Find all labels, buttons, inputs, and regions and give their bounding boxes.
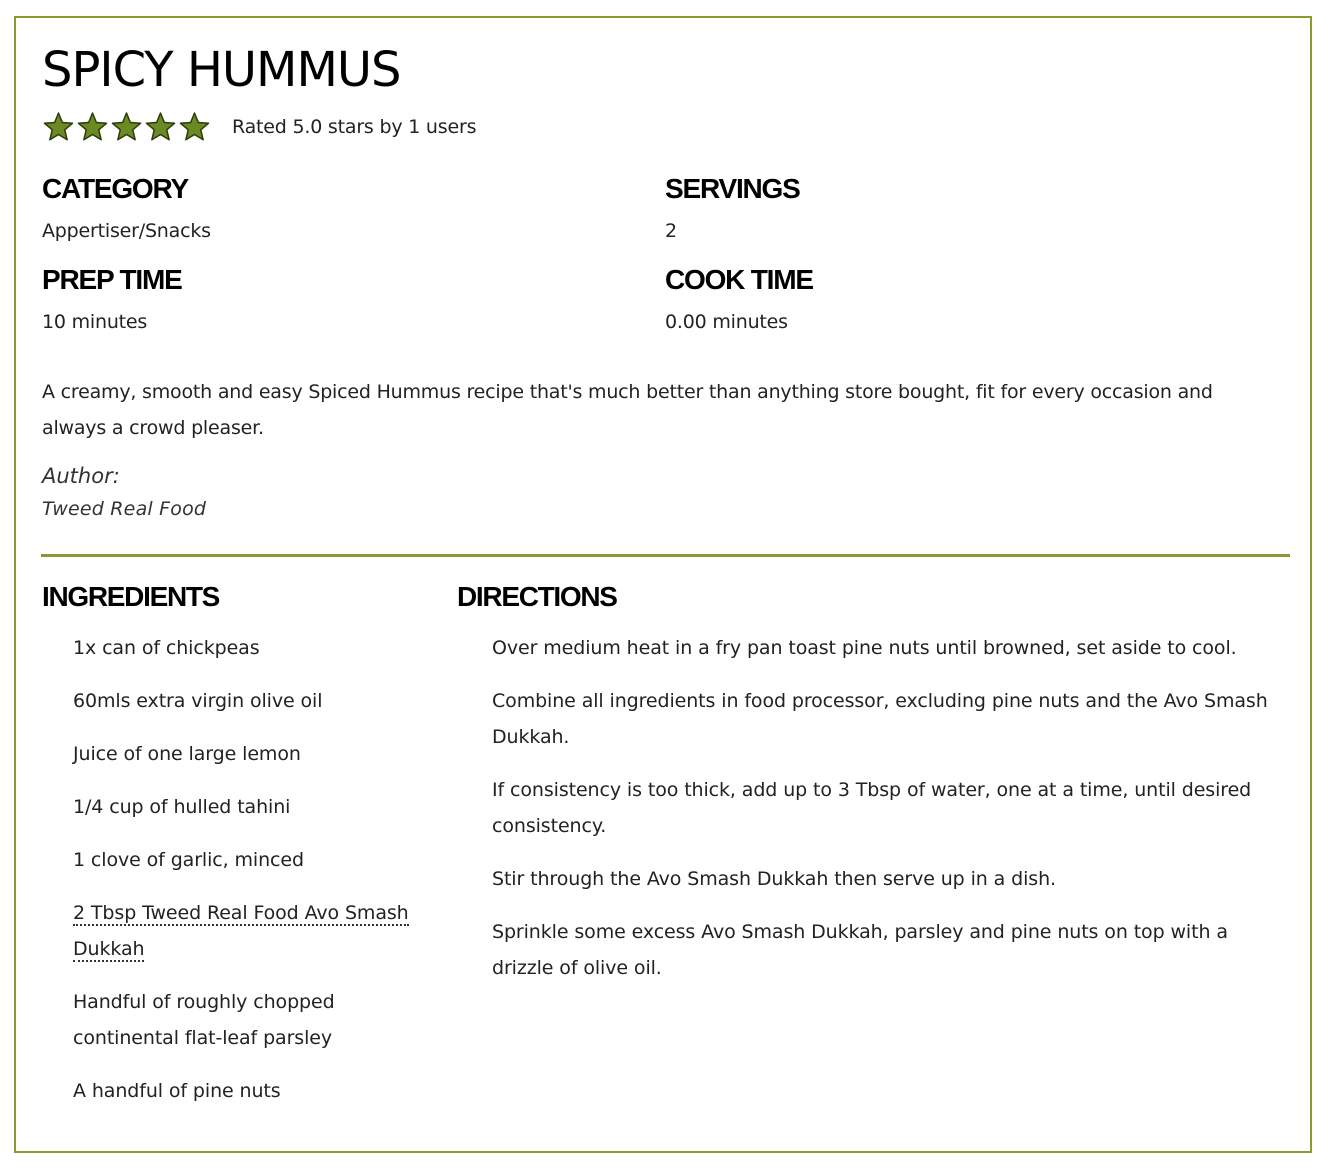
- ingredient-item: 1x can of chickpeas: [73, 637, 260, 659]
- directions-list: [492, 630, 1292, 1003]
- ingredient-item: [73, 895, 433, 967]
- directions-heading: DIRECTIONS: [457, 581, 617, 612]
- author-name: Tweed Real Food: [42, 498, 207, 520]
- cook-time-label: COOK TIME: [665, 264, 813, 295]
- star-icon[interactable]: [76, 111, 109, 143]
- rating-text: Rated 5.0 stars by 1 users: [232, 116, 477, 138]
- star-rating[interactable]: [42, 111, 211, 143]
- rating-row: [42, 112, 476, 142]
- direction-step: If consistency is too thick, add up to 3 Tbsp of water, one at a time, until desired consistency.: [492, 779, 1252, 837]
- ingredient-item: Handful of roughly chopped continental flat-leaf parsley: [73, 991, 335, 1049]
- ingredients-list: [73, 630, 433, 1126]
- star-icon[interactable]: [144, 111, 177, 143]
- cook-time-value: 0.00 minutes: [665, 311, 788, 333]
- servings-value: 2: [665, 220, 677, 242]
- ingredient-item: 1 clove of garlic, minced: [73, 849, 304, 871]
- prep-time-label: PREP TIME: [42, 264, 182, 295]
- ingredient-item: 1/4 cup of hulled tahini: [73, 796, 291, 818]
- direction-step: Combine all ingredients in food processor, excluding pine nuts and the Avo Smash Dukkah.: [492, 690, 1268, 748]
- ingredients-heading: INGREDIENTS: [42, 581, 220, 612]
- recipe-description: A creamy, smooth and easy Spiced Hummus recipe that's much better than anything store bought, fit for every occasion and always a crowd pleaser.: [42, 381, 1213, 439]
- category-value: Appertiser/Snacks: [42, 220, 211, 242]
- servings-label: SERVINGS: [665, 173, 800, 204]
- section-divider: [41, 554, 1290, 557]
- category-label: CATEGORY: [42, 173, 188, 204]
- star-icon[interactable]: [42, 111, 75, 143]
- star-icon[interactable]: [178, 111, 211, 143]
- direction-step: Sprinkle some excess Avo Smash Dukkah, parsley and pine nuts on top with a drizzle of olive oil.: [492, 921, 1228, 979]
- ingredient-item: A handful of pine nuts: [73, 1080, 281, 1102]
- star-icon[interactable]: [110, 111, 143, 143]
- ingredient-item: 60mls extra virgin olive oil: [73, 690, 323, 712]
- ingredient-item: Juice of one large lemon: [73, 743, 301, 765]
- author-label: Author:: [42, 464, 120, 488]
- direction-step: Stir through the Avo Smash Dukkah then serve up in a dish.: [492, 868, 1056, 890]
- dukkah-product-link[interactable]: 2 Tbsp Tweed Real Food Avo Smash Dukkah: [73, 902, 409, 960]
- direction-step: Over medium heat in a fry pan toast pine nuts until browned, set aside to cool.: [492, 637, 1237, 659]
- prep-time-value: 10 minutes: [42, 311, 148, 333]
- recipe-title: SPICY HUMMUS: [42, 42, 401, 98]
- recipe-card: [14, 16, 1312, 1153]
